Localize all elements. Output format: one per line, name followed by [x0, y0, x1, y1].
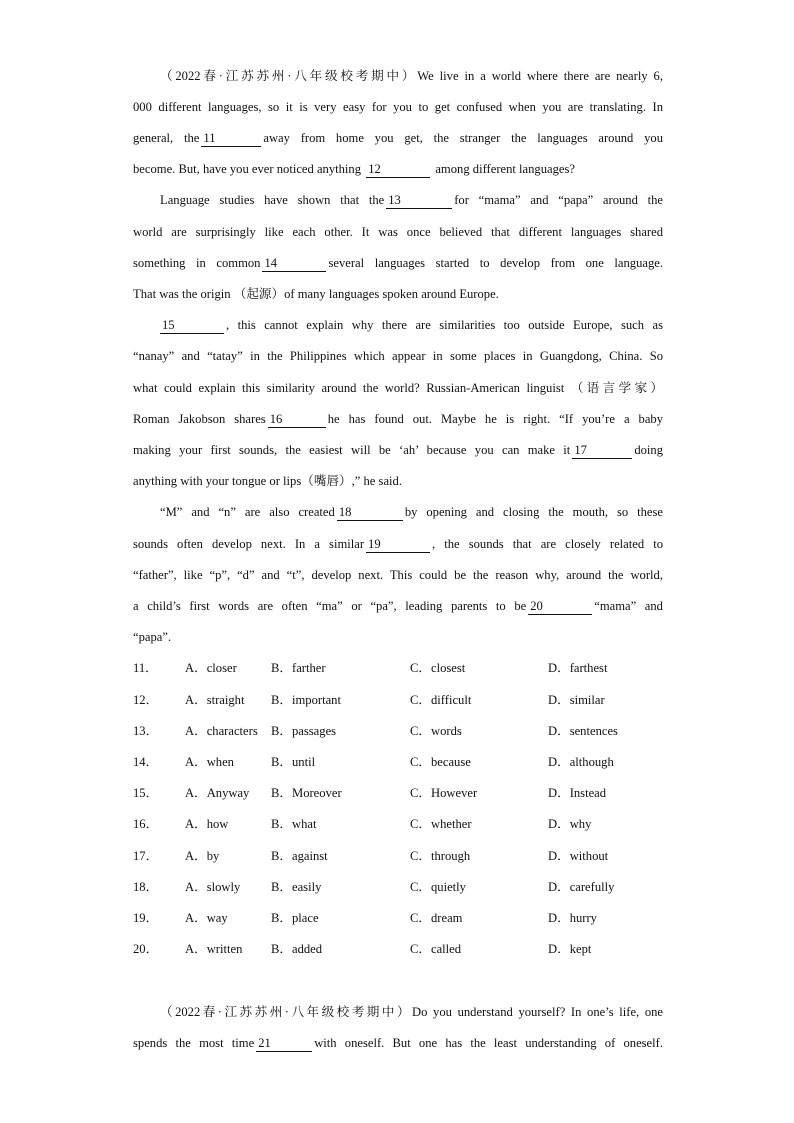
option-d[interactable]: D．hurry: [548, 911, 597, 925]
blank-20: 20: [528, 599, 592, 615]
question-number: 17．: [133, 849, 159, 863]
passage1-line: something in common 14 several languages started to develop from one language.: [133, 256, 663, 270]
question-number: 18．: [133, 880, 159, 894]
option-d[interactable]: D．sentences: [548, 724, 618, 738]
passage1-line: That was the origin （起源）of many languages spoken around Europe.: [133, 287, 499, 301]
option-c[interactable]: C．called: [410, 942, 462, 956]
source-label: （2022春·江苏苏州·八年级校考期中）: [160, 69, 418, 83]
passage1-line: sounds often develop next. In a similar 19 , the sounds that are closely related to: [133, 537, 664, 551]
question-row: [133, 690, 673, 710]
blank-19: 19: [366, 537, 430, 553]
question-row: [133, 752, 673, 772]
option-a[interactable]: A．Anyway: [185, 786, 250, 800]
question-number: 14．: [133, 755, 159, 769]
question-row: [133, 846, 673, 866]
question-number: 13．: [133, 724, 159, 738]
option-c[interactable]: C．closest: [410, 661, 466, 675]
passage1-line: a child’s first words are often “ma” or “pa”, leading parents to be 20 “mama” and: [133, 599, 663, 613]
option-c[interactable]: C．through: [410, 849, 471, 863]
passage1-line: “M” and “n” are also created 18 by opening and closing the mouth, so these: [160, 505, 663, 519]
passage1-line: world are surprisingly like each other. It was once believed that different languages shared: [133, 225, 663, 239]
option-b[interactable]: B．Moreover: [271, 786, 342, 800]
option-a[interactable]: A．straight: [185, 693, 245, 707]
question-number: 16．: [133, 817, 159, 831]
question-row: [133, 877, 673, 897]
passage1-line: what could explain this similarity around the world? Russian-American linguist （语言学家）: [133, 381, 663, 395]
question-number: 20．: [133, 942, 159, 956]
option-d[interactable]: D．carefully: [548, 880, 615, 894]
question-number: 15．: [133, 786, 159, 800]
option-b[interactable]: B．what: [271, 817, 317, 831]
option-a[interactable]: A．by: [185, 849, 220, 863]
passage2-line: （2022春·江苏苏州·八年级校考期中）Do you understand yourself? In one’s life, one: [160, 1005, 664, 1019]
option-a[interactable]: A．when: [185, 755, 234, 769]
option-c[interactable]: C．words: [410, 724, 462, 738]
blank-18: 18: [337, 505, 403, 521]
option-b[interactable]: B．easily: [271, 880, 322, 894]
question-row: [133, 783, 673, 803]
passage1-line: “papa”.: [133, 630, 172, 644]
option-a[interactable]: A．written: [185, 942, 243, 956]
passage1-line: “father”, like “p”, “d” and “t”, develop next. This could be the reason why, around the world,: [133, 568, 663, 582]
option-d[interactable]: D．why: [548, 817, 592, 831]
option-c[interactable]: C．dream: [410, 911, 463, 925]
option-c[interactable]: C．quietly: [410, 880, 466, 894]
blank-21: 21: [256, 1036, 312, 1052]
option-b[interactable]: B．until: [271, 755, 316, 769]
option-d[interactable]: D．farthest: [548, 661, 608, 675]
option-b[interactable]: B．place: [271, 911, 319, 925]
passage1-line: making your first sounds, the easiest will be ‘ah’ because you can make it 17 doing: [133, 443, 663, 457]
question-row: [133, 721, 673, 741]
passage1-line: （2022春·江苏苏州·八年级校考期中）We live in a world where there are nearly 6,: [160, 69, 663, 83]
option-b[interactable]: B．important: [271, 693, 341, 707]
question-row: [133, 658, 673, 678]
option-d[interactable]: D．without: [548, 849, 609, 863]
passage1-line: become. But, have you ever noticed anything 12 among different languages?: [133, 162, 575, 176]
option-a[interactable]: A．characters: [185, 724, 258, 738]
blank-17: 17: [572, 443, 632, 459]
passage1-line: Roman Jakobson shares 16 he has found out. Maybe he is right. “If you’re a baby: [133, 412, 663, 426]
question-number: 11．: [133, 661, 158, 675]
option-a[interactable]: A．slowly: [185, 880, 241, 894]
blank-14: 14: [262, 256, 326, 272]
question-number: 12．: [133, 693, 159, 707]
passage1-line: “nanay” and “tatay” in the Philippines which appear in some places in Guangdong, China. So: [133, 349, 663, 363]
blank-15: 15: [160, 318, 224, 334]
option-b[interactable]: B．against: [271, 849, 328, 863]
blank-11: 11: [201, 131, 261, 147]
option-d[interactable]: D．although: [548, 755, 614, 769]
option-a[interactable]: A．closer: [185, 661, 237, 675]
option-a[interactable]: A．way: [185, 911, 228, 925]
option-b[interactable]: B．passages: [271, 724, 337, 738]
passage1-line: 000 different languages, so it is very easy for you to get confused when you are translating. In: [133, 100, 663, 114]
option-c[interactable]: C．However: [410, 786, 478, 800]
option-b[interactable]: B．farther: [271, 661, 326, 675]
blank-12: 12: [366, 162, 430, 178]
source-label: （2022春·江苏苏州·八年级校考期中）: [160, 1005, 413, 1019]
blank-13: 13: [386, 193, 452, 209]
passage1-line: 15 , this cannot explain why there are similarities too outside Europe, such as: [162, 318, 663, 332]
blank-16: 16: [268, 412, 326, 428]
option-c[interactable]: C．whether: [410, 817, 472, 831]
passage2-line: spends the most time 21 with oneself. But one has the least understanding of oneself.: [133, 1036, 663, 1050]
option-b[interactable]: B．added: [271, 942, 323, 956]
option-d[interactable]: D．kept: [548, 942, 592, 956]
question-row: [133, 908, 673, 928]
passage1-line: Language studies have shown that the 13 for “mama” and “papa” around the: [160, 193, 663, 207]
passage1-line: anything with your tongue or lips（嘴唇）,” he said.: [133, 474, 402, 488]
option-d[interactable]: D．similar: [548, 693, 605, 707]
passage1-line: general, the 11 away from home you get, the stranger the languages around you: [133, 131, 663, 145]
question-number: 19．: [133, 911, 159, 925]
question-row: [133, 814, 673, 834]
option-a[interactable]: A．how: [185, 817, 229, 831]
option-c[interactable]: C．difficult: [410, 693, 472, 707]
option-d[interactable]: D．Instead: [548, 786, 607, 800]
option-c[interactable]: C．because: [410, 755, 471, 769]
question-row: [133, 939, 673, 959]
